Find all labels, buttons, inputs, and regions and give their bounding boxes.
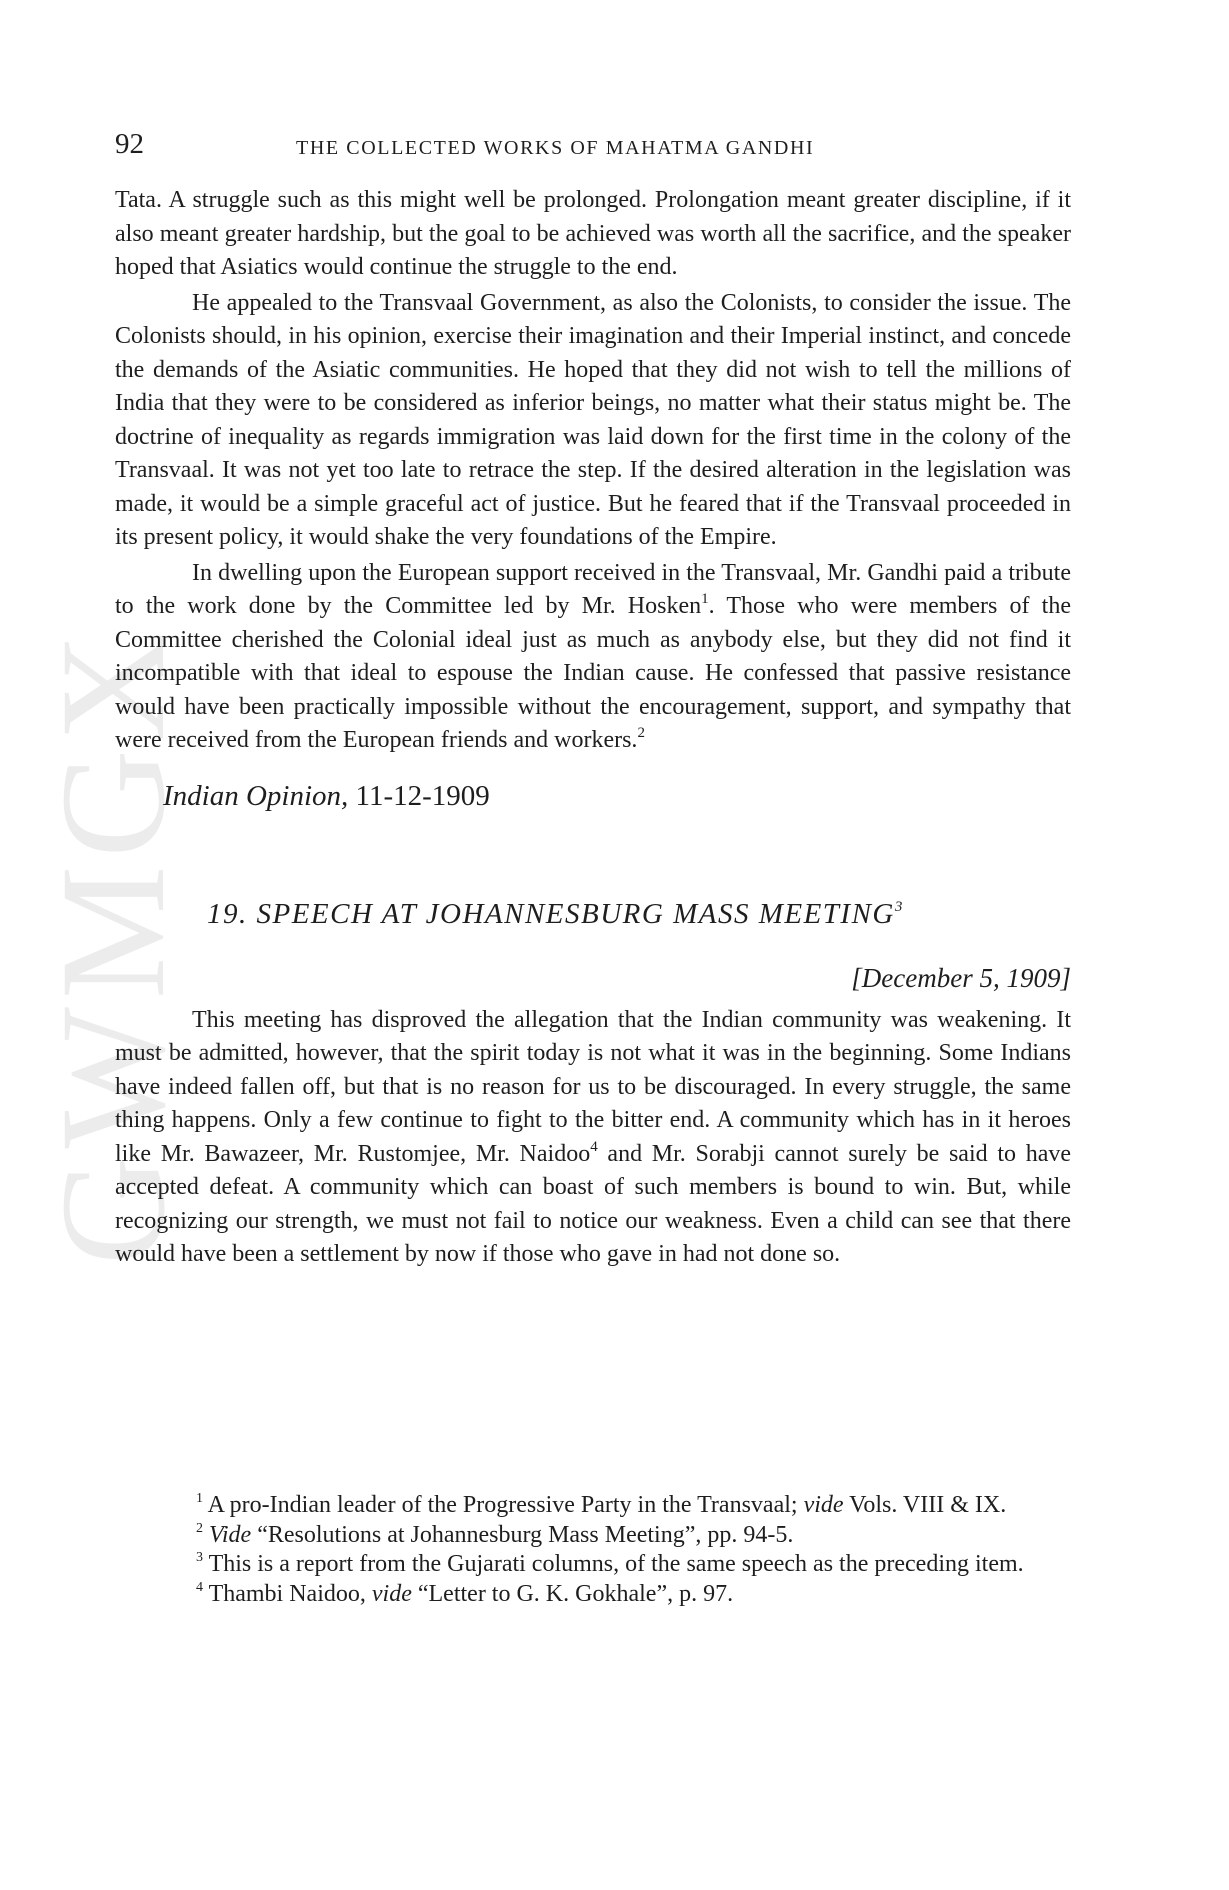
- paragraph-speech: [115, 1004, 1071, 1272]
- source-citation: [163, 776, 1071, 816]
- section-title-text: 19. SPEECH AT JOHANNESBURG MASS MEETING: [207, 897, 895, 930]
- source-date: 11-12-1909: [355, 779, 490, 812]
- footnote-ref-4: 4: [590, 1138, 598, 1155]
- footnote-ref-2: 2: [637, 725, 645, 741]
- footnote-4: [121, 1580, 1083, 1610]
- footnote-ref-3: 3: [894, 898, 904, 915]
- footnote-vide: vide: [803, 1492, 844, 1518]
- footnote-number: 4: [196, 1579, 203, 1595]
- footnote-text: This is a report from the Gujarati columns, of the same speech as the preceding item.: [203, 1551, 1024, 1577]
- paragraph-european-support: [115, 557, 1071, 758]
- paragraph-transvaal-appeal: He appealed to the Transvaal Government, as also the Colonists, to consider the issue. The Colonists should, in his opinion, exercise their imagination and their Imperial instinct, and concede the demands of the Asiatic communities. He hoped that they did not wish to tell the millions of India that they were to be considered as inferior beings, no matter what their status might be. The doctrine of inequality as regards immigration was laid down for the first time in the colony of the Transvaal. It was not yet too late to retrace the step. If the desired alteration in the legislation was made, it would be a simple graceful act of justice. But he feared that if the Transvaal proceeded in its present policy, it would shake the very foundations of the Empire.: [115, 289, 1071, 550]
- footnote-text: “Resolutions at Johannesburg Mass Meeting”, pp. 94-5.: [251, 1521, 794, 1548]
- footnote-text: Thambi Naidoo,: [203, 1580, 372, 1607]
- footnote-number: 3: [196, 1550, 203, 1565]
- footnote-vide: Vide: [209, 1521, 252, 1548]
- section-date: [115, 960, 1071, 996]
- footnotes: [121, 1491, 1083, 1609]
- paragraph-text: In dwelling upon the European support received in the Transvaal, Mr. Gandhi paid a tribute to the work done by the Committee led by Mr. Hosken: [115, 559, 1071, 619]
- footnote-number: 1: [196, 1491, 203, 1506]
- running-title: THE COLLECTED WORKS OF MAHATMA GANDHI: [296, 137, 815, 159]
- footnote-1: [121, 1491, 1083, 1521]
- footnote-number: 2: [196, 1520, 203, 1536]
- footnote-text: “Letter to G. K. Gokhale”, p. 97.: [411, 1580, 734, 1607]
- section-date-text: [December 5, 1909]: [851, 962, 1071, 993]
- footnote-text: Vols. VIII & IX.: [843, 1492, 1007, 1518]
- section-title: [207, 894, 1071, 934]
- page-number: 92: [115, 128, 144, 160]
- paragraph-text: This meeting has disproved the allegation that the Indian community was weakening. It must be admitted, however, that the spirit today is not what it was in the beginning. Some Indians have indeed fallen off, but that is no reason for us to be discouraged. In every struggle, the same thing happens. Only a few continue to fight to the bitter end. A community which has in it heroes like Mr. Bawazeer, Mr. Rustomjee, Mr. Naidoo: [115, 1006, 1071, 1167]
- paragraph-text: and Mr. Sorabji cannot surely be said to have accepted defeat. A community which can boast of such members is bound to win. But, while recognizing our strength, we must not fail to notice our weakness. Even a child can see that there would have been a settlement by now if those who gave in had not done so.: [115, 1140, 1072, 1267]
- watermark-text: GWMGX: [29, 625, 196, 1265]
- footnote-3: [121, 1550, 1083, 1580]
- footnote-ref-1: 1: [701, 591, 709, 607]
- footnote-2: [121, 1521, 1083, 1551]
- source-publication: Indian Opinion,: [163, 779, 349, 812]
- paragraph-continuation: Tata. A struggle such as this might well be prolonged. Prolongation meant greater discipline, if it also meant greater hardship, but the goal to be achieved was worth all the sacrifice, and the speaker hoped that Asiatics would continue the struggle to the end.: [115, 187, 1071, 280]
- footnote-text: A pro-Indian leader of the Progressive Party in the Transvaal;: [203, 1492, 804, 1518]
- footnote-vide: vide: [371, 1580, 412, 1607]
- paragraph-text: . Those who were members of the Committee cherished the Colonial ideal just as much as anybody else, but they did not find it incompatible with that ideal to espouse the Indian cause. He confessed that passive resistance would have been practically impossible without the encouragement, support, and sympathy that were received from the European friends and workers.: [115, 593, 1072, 753]
- main-text: [115, 184, 1071, 1272]
